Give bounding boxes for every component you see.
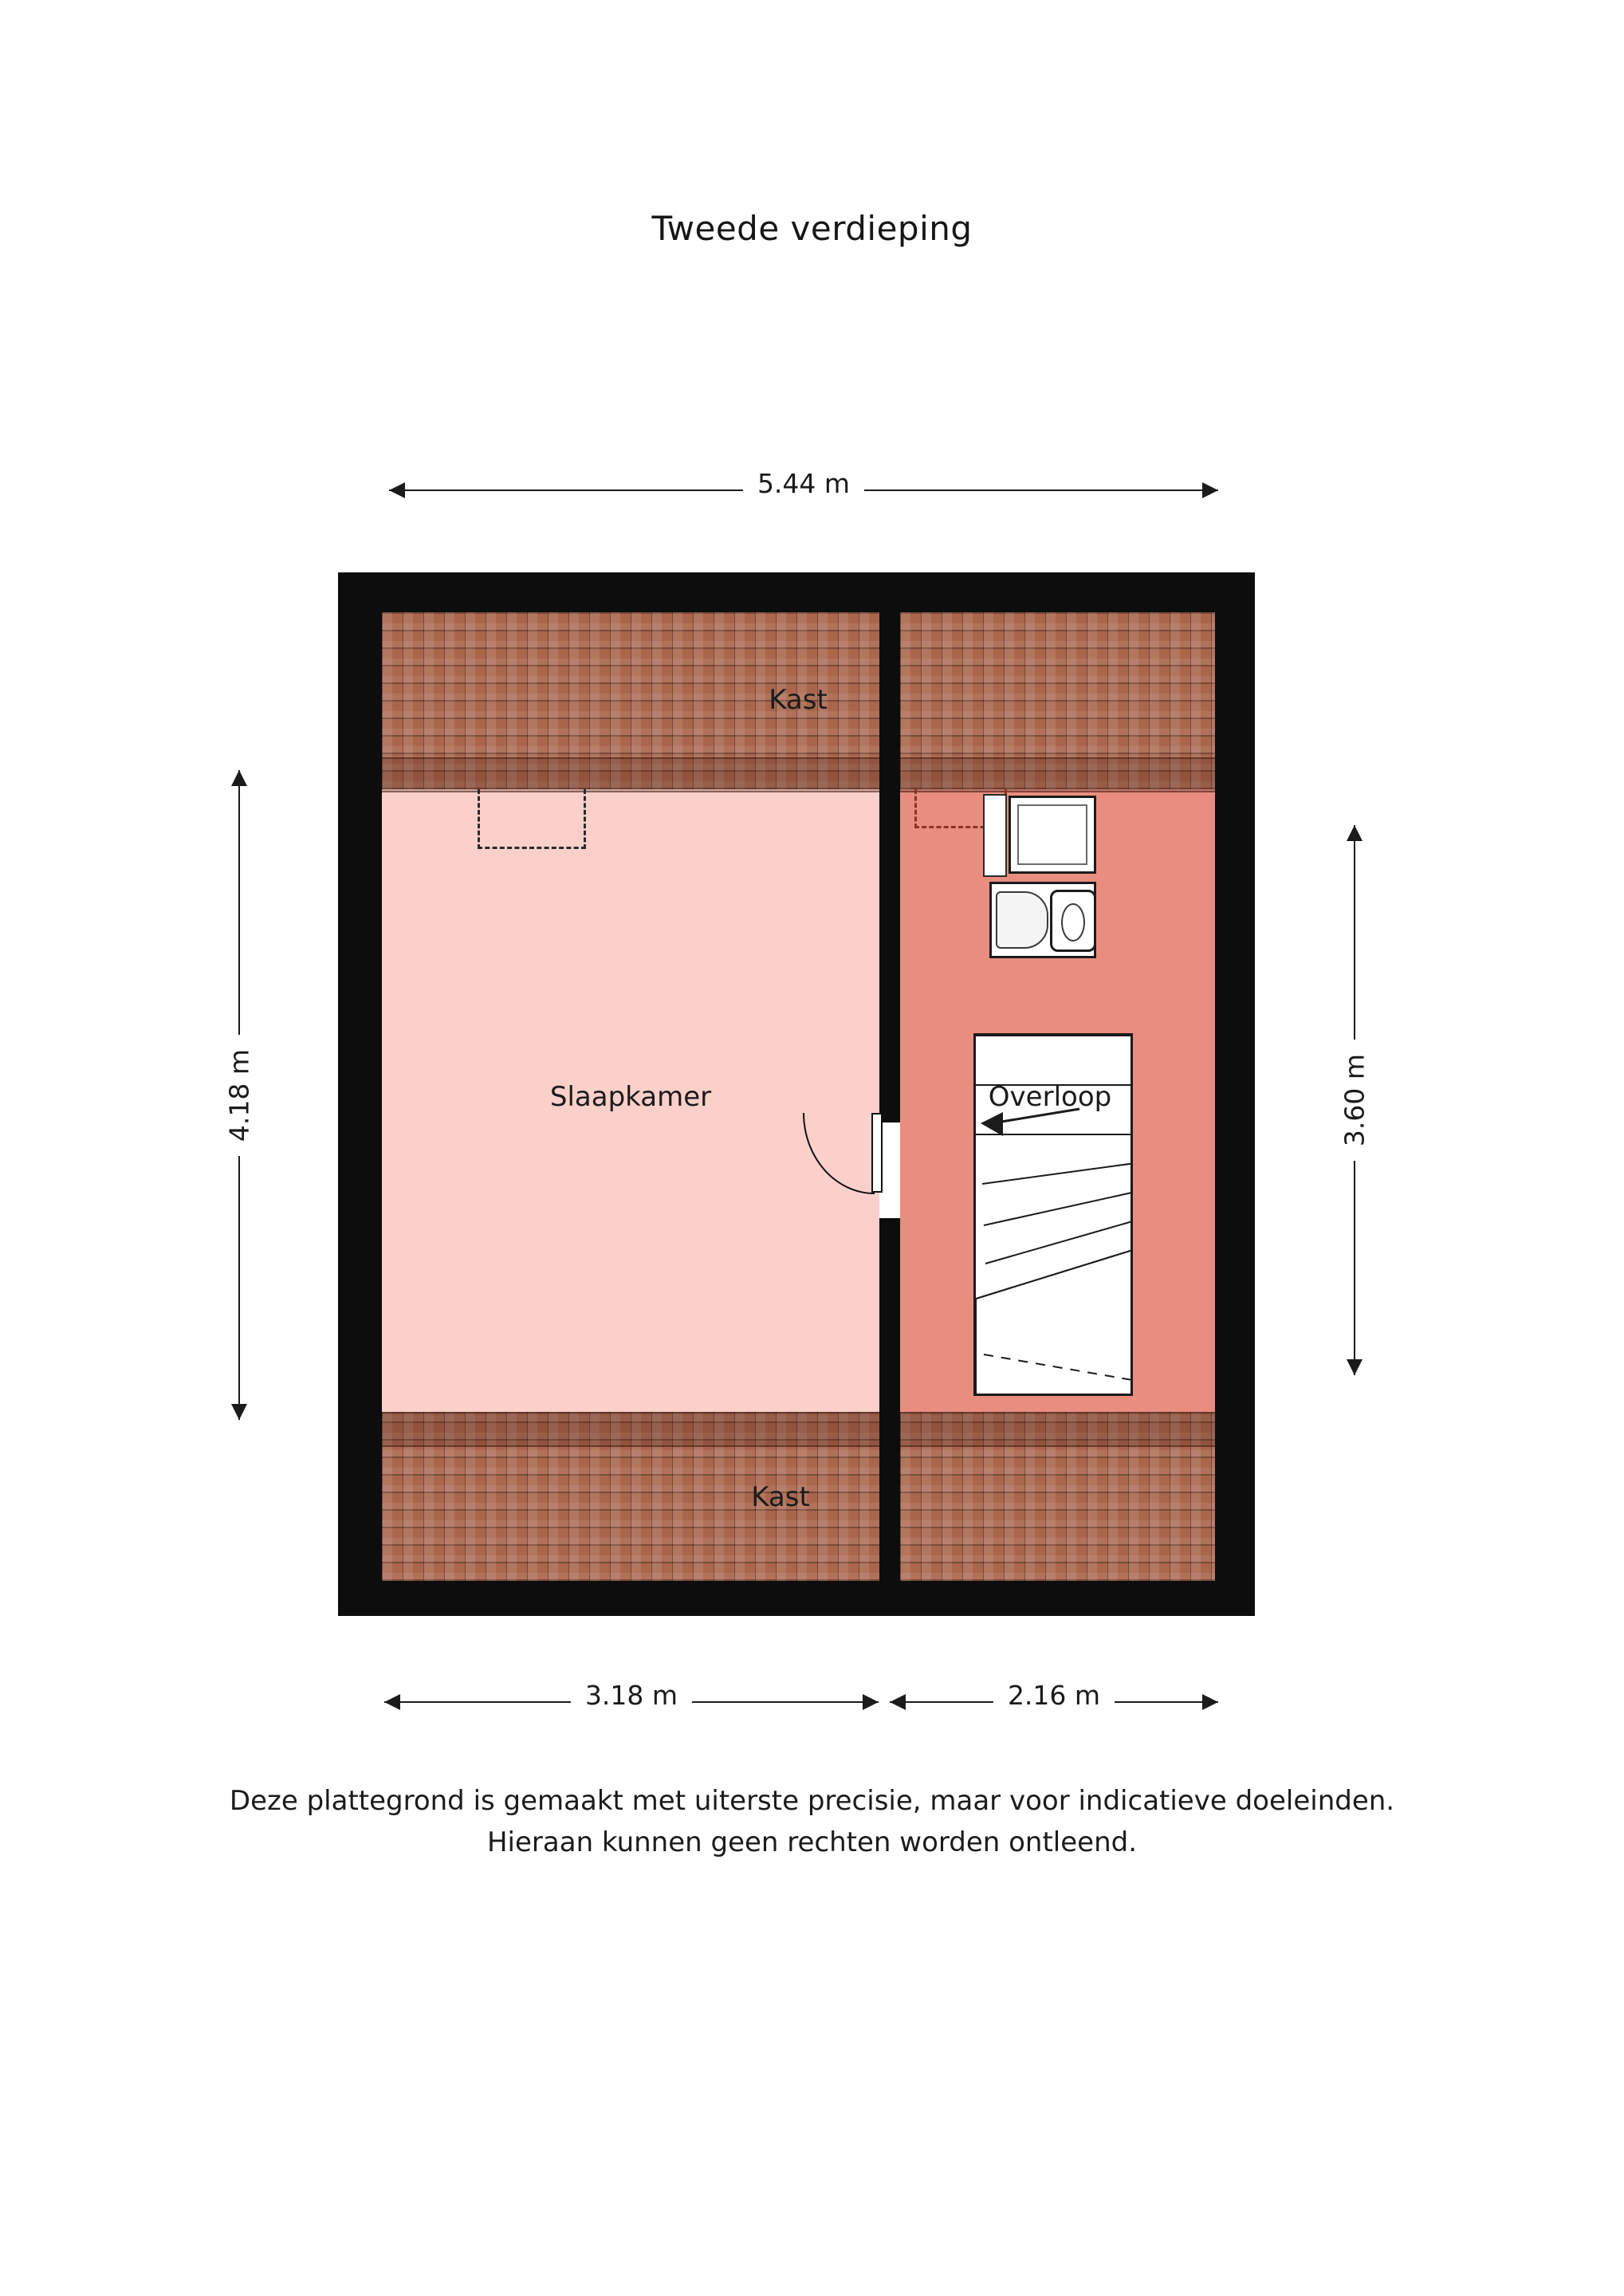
- window-marker-bedroom: [478, 789, 586, 849]
- dimension-bottom-left: [384, 1680, 879, 1718]
- arrow-right-icon: [863, 1694, 879, 1710]
- disclaimer: [0, 1780, 1624, 1863]
- arrow-down-icon: [231, 1404, 247, 1420]
- fixture-group: [973, 789, 1117, 1012]
- dimension-bottom-left-label: 3.18 m: [571, 1680, 692, 1711]
- floorplan-interior: [382, 612, 1215, 1581]
- shower-icon: [1009, 796, 1096, 874]
- door-arc: [803, 1113, 875, 1194]
- arrow-up-icon: [231, 770, 247, 786]
- radiator-icon: [983, 794, 1007, 877]
- roof-ridge-bottom: [382, 1412, 1215, 1447]
- room-label-overloop: Overloop: [988, 1081, 1112, 1113]
- shower-inner: [1017, 804, 1087, 865]
- dimension-top-total: [389, 468, 1218, 506]
- toilet-icon: [1050, 890, 1096, 952]
- dimension-bottom-right-label: 2.16 m: [993, 1680, 1115, 1711]
- arrow-left-icon: [389, 482, 405, 498]
- arrow-right-icon: [1202, 482, 1218, 498]
- dimension-left-height-label: 4.18 m: [224, 1034, 255, 1155]
- disclaimer-line-2: Hieraan kunnen geen rechten worden ontleend.: [486, 1826, 1138, 1858]
- room-label-kast-bottom: Kast: [751, 1481, 810, 1513]
- door-swing: [803, 1113, 883, 1194]
- interior-wall: [879, 612, 900, 1581]
- disclaimer-line-1: Deze plattegrond is gemaakt met uiterste precisie, maar voor indicatieve doeleinden.: [229, 1785, 1395, 1817]
- arrow-down-icon: [1347, 1359, 1363, 1375]
- dimension-right-height: [1339, 825, 1370, 1375]
- dimension-bottom-right: [890, 1680, 1218, 1718]
- room-label-slaapkamer: Slaapkamer: [549, 1081, 712, 1113]
- sink-icon: [996, 891, 1048, 949]
- roof-ridge-top: [382, 757, 1215, 792]
- arrow-left-icon: [890, 1694, 906, 1710]
- page-title: Tweede verdieping: [651, 209, 973, 248]
- arrow-up-icon: [1347, 825, 1363, 841]
- arrow-right-icon: [1202, 1694, 1218, 1710]
- dimension-right-height-label: 3.60 m: [1339, 1040, 1370, 1161]
- dimension-left-height: [223, 770, 255, 1420]
- dimension-top-total-label: 5.44 m: [743, 468, 864, 499]
- room-label-kast-top: Kast: [769, 684, 828, 716]
- floorplan-drawing: [338, 572, 1255, 1616]
- arrow-left-icon: [384, 1694, 400, 1710]
- door-leaf: [871, 1113, 883, 1193]
